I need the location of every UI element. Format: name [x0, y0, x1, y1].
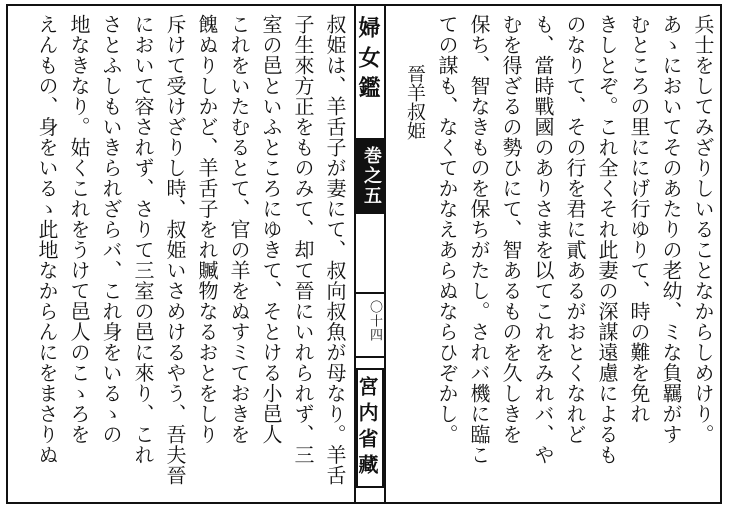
left-text-column: 地なきなり。姑くこれをうけて邑人のこゝろを — [67, 14, 91, 445]
folio-number: 〇十四 — [367, 300, 382, 342]
book-title: 婦女鑑 — [355, 16, 381, 106]
right-text-column: むを得ざるの勢ひにて、智あるものを久しきを — [499, 14, 523, 445]
right-text-column: あゝにおいてそのあたりの老幼、ミな負羈がす — [659, 14, 683, 445]
right-text-column: 保ち、智なきものを保ちがたし。されバ機に臨こ — [467, 14, 491, 465]
right-text-column: も、當時戰國のありさまを以てこれをみれバ、や — [531, 14, 555, 465]
spine-divider — [356, 356, 384, 358]
left-text-column: において容されず、さりて三室の邑に來り、これ — [131, 14, 155, 465]
left-text-column: さとふしもいきられざらバ、これ身をいるゝの — [99, 14, 123, 445]
right-text-column: のなりて、その行を君に貳あるがおとくなれど — [563, 14, 587, 445]
left-text-column: 斥けて受けざりし時、叔姫いさめけるやう、吾夫晉 — [163, 14, 187, 486]
left-text-column: 餽ぬりしかど、羊舌子をれ贓物なるおとをしり — [195, 14, 219, 445]
left-text-column: これをいたむるとて、官の羊をぬすミておきを — [227, 14, 251, 445]
left-text-column: 子生來方正をものみて、却て晉にいれられず、三 — [291, 14, 315, 465]
left-text-column: えんもの、身をいるゝ此地なからんにをまさりぬ — [35, 14, 59, 465]
volume-label: 巻之五 — [356, 138, 384, 214]
right-text-column: きしとぞ。これ全くそれ此妻の深謀遠慮によるも — [595, 14, 619, 465]
right-text-column: むところの里ににげ行ゆりて、時の難を免れ — [627, 14, 651, 424]
right-text-column: ての謀も、なくてかなえあらぬならひぞかし。 — [435, 14, 459, 445]
left-text-column: 叔姫は、羊舌子が妻にて、叔向叔魚が母なり。羊舌 — [323, 14, 347, 486]
section-heading: 晉羊叔姫 — [404, 64, 426, 140]
center-spine — [354, 4, 386, 504]
left-text-column: 室の邑といふところにゆきて、そとける小邑人 — [259, 14, 283, 445]
right-text-column: 兵士をしてみざりしいることなからしめけり。 — [691, 14, 715, 445]
publisher-mark: 宮内省藏 — [356, 368, 384, 488]
spine-divider — [356, 292, 384, 294]
